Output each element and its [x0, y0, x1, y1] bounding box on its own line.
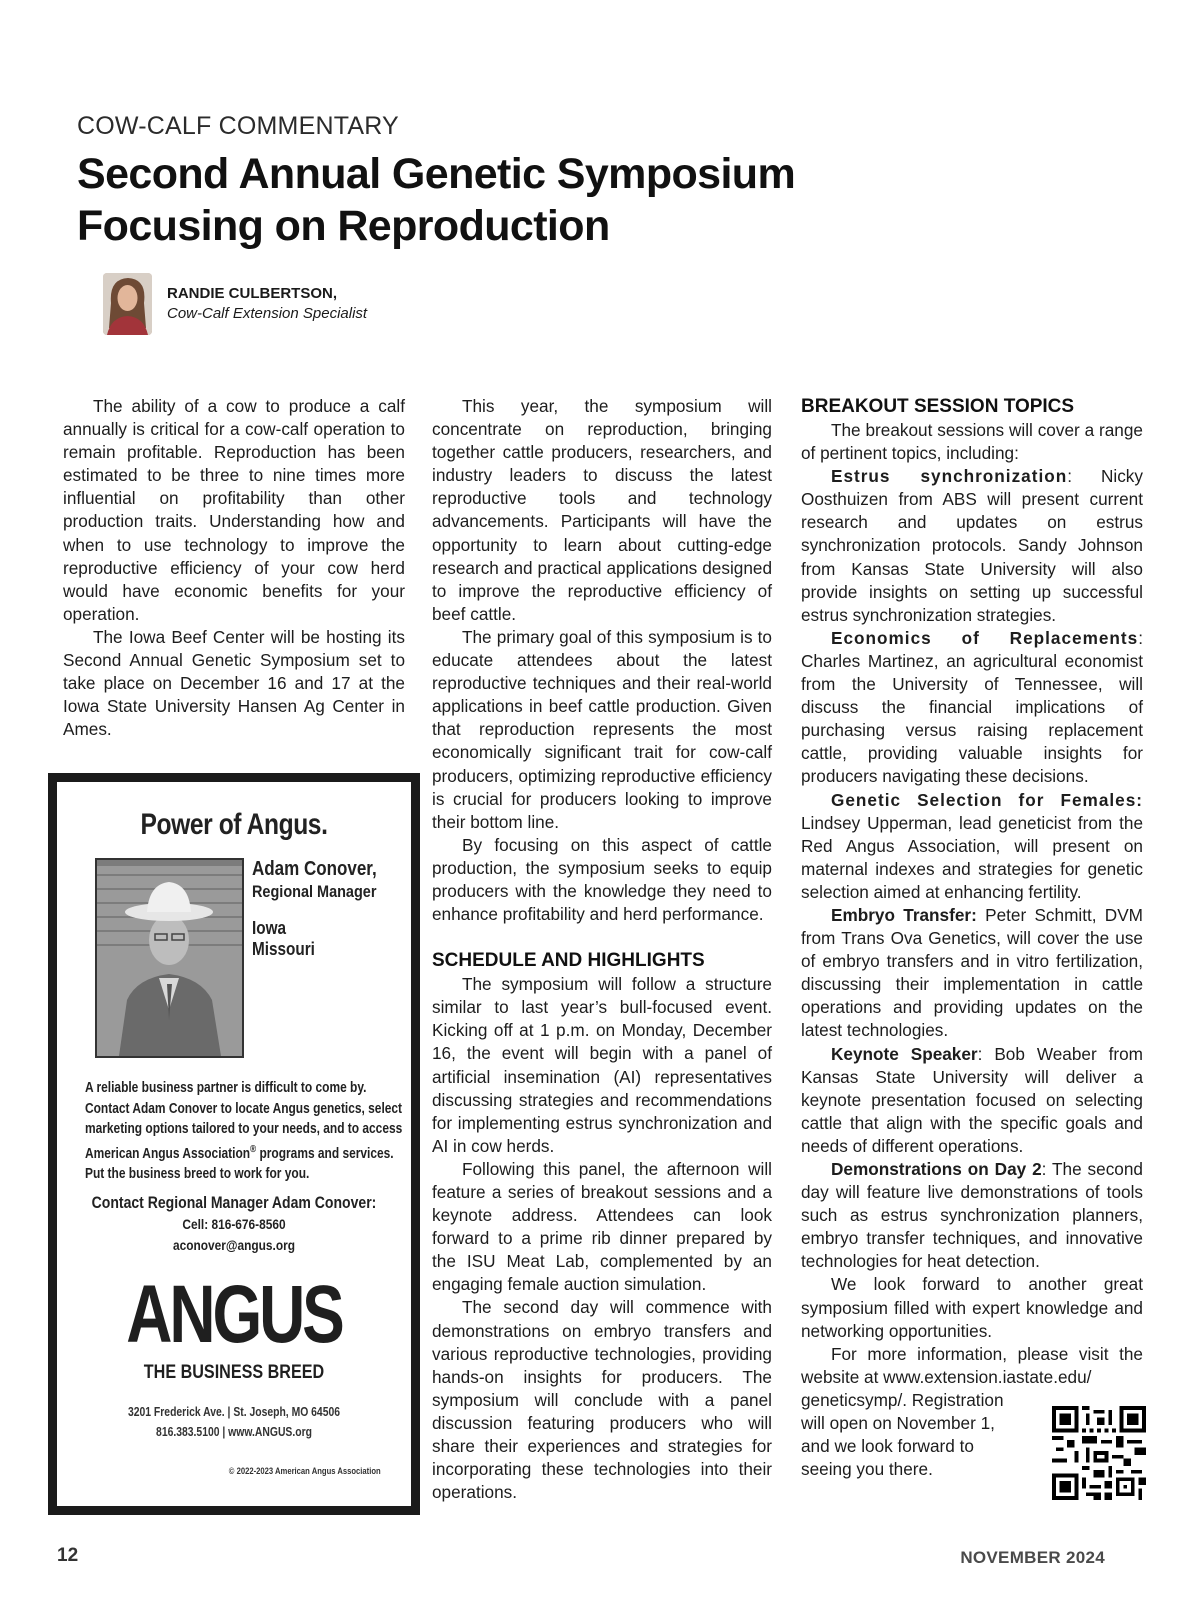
- paragraph: The Iowa Beef Center will be hosting its Second Annual Genetic Symposium set to take place on December 16 and 17 at the Iowa State University Hansen Ag Center in Ames.: [63, 626, 405, 740]
- topic-text: The second day will feature live demonstrations of tools such as estrus synchronization planners, embryo transfer techniques, and innovative technologies for heat detection.: [801, 1159, 1143, 1272]
- qr-code[interactable]: [1052, 1406, 1146, 1500]
- contact-heading: Contact Regional Manager Adam Conover:: [91, 1194, 377, 1212]
- paragraph: The primary goal of this symposium is to educate attendees about the latest reproductive techniques and their real-world applications in beef cattle production. Given that reproduction represents the most economically significant trait for cow-calf producers, optimizing reproductive efficiency is crucial for producers looking to improve their bottom line.: [432, 626, 772, 832]
- paragraph: By focusing on this aspect of cattle production, the symposium seeks to equip producers with the knowledge they need to enhance profitability and herd performance.: [432, 834, 772, 925]
- topic-item: Keynote Speaker: Bob Weaber from Kansas State University will deliver a keynote presentation focused on selecting cattle that align with the specific goals and needs of different operations.: [801, 1043, 1143, 1156]
- title-line-1: Second Annual Genetic Symposium: [77, 150, 796, 198]
- author-name: RANDIE CULBERTSON,: [167, 285, 338, 302]
- topic-title: Genetic Selection for Females:: [831, 789, 1143, 810]
- schedule-heading: SCHEDULE AND HIGHLIGHTS: [432, 950, 705, 972]
- topic-title: Demonstrations on Day 2: [831, 1159, 1042, 1179]
- topic-text: Charles Martinez, an agricultural economist from the University of Tennessee, will discuss the financial implications of purchasing versus raising replacement cattle, providing valuable insights for producers navigating these decisions.: [801, 650, 1143, 787]
- page-number: 12: [57, 1545, 79, 1566]
- column-3: [801, 395, 1143, 1481]
- topic-item: [801, 789, 1143, 904]
- paragraph: The ability of a cow to produce a calf annually is critical for a cow-calf operation to remain profitable. Reproduction has been estimated to be three to nine times more influential on profitability than other production traits. Understanding how and when to use technology to improve the reproductive efficiency of your cow herd would have economic benefits for your operation.: [63, 396, 405, 624]
- ad-copyright: © 2022-2023 American Angus Association: [229, 1466, 381, 1476]
- topic-text: Nicky Oosthuizen from ABS will present current research and updates on estrus synchronization protocols. Sandy Johnson from Kansas State University will also provide insights on setting up successful estrus synchronization strategies.: [801, 466, 1143, 625]
- rep-name: Adam Conover,: [252, 858, 377, 880]
- topic-item: [801, 904, 1143, 1043]
- topic-title: Embryo Transfer:: [831, 904, 977, 925]
- section-label: COW-CALF COMMENTARY: [77, 112, 399, 140]
- article-title: [77, 148, 837, 252]
- topic-text: Bob Weaber from Kansas State University will deliver a keynote presentation focused on selecting cattle that align with the specific goals and needs of different operations.: [801, 1043, 1143, 1156]
- author-avatar: [103, 273, 152, 335]
- ad-title: Power of Angus.: [140, 808, 328, 841]
- ad-blurb: A reliable business partner is difficult to come by. Contact Adam Conover to locate Angus genetics, select marketing options tailored to your needs, and to access American Angus Association® programs and services. Put the business breed to work for you.: [85, 1080, 403, 1182]
- contact-email[interactable]: aconover@angus.org: [172, 1237, 296, 1253]
- topic-item: Demonstrations on Day 2: The second day will feature live demonstrations of tools such as estrus synchronization planners, embryo transfer techniques, and innovative technologies for heat detection.: [801, 1159, 1143, 1272]
- breakout-heading: BREAKOUT SESSION TOPICS: [801, 396, 1075, 417]
- topic-title: Economics of Replacements: [831, 627, 1139, 648]
- paragraph: For more information, please visit the website at www.extension.iastate.edu/: [801, 1343, 1143, 1387]
- region-state: Missouri: [252, 939, 315, 959]
- column-1: [63, 395, 405, 741]
- topic-title: Keynote Speaker: [831, 1043, 978, 1064]
- paragraph: This year, the symposium will concentrate on reproduction, bringing together cattle producers, researchers, and industry leaders to discuss the latest reproductive tools and technology advancements. Participants will have the opportunity to learn about cutting-edge research and practical applications designed to improve the reproductive efficiency of beef cattle.: [432, 396, 772, 624]
- byline: [103, 273, 503, 337]
- ad-tagline: THE BUSINESS BREED: [143, 1362, 325, 1383]
- topic-item: Estrus synchronization: Nicky Oosthuizen from ABS will present current research and updates on estrus synchronization protocols. Sandy Johnson from Kansas State University will also provide insights on setting up successful estrus synchronization strategies.: [801, 466, 1143, 625]
- issue-date: NOVEMBER 2024: [960, 1548, 1105, 1567]
- paragraph: The second day will commence with demonstrations on embryo transfers and various reproductive technologies, providing hands-on insights for producers. The symposium will conclude with a panel discussion featuring producers who will share their experiences and strategies for incorporating these technologies into their operations.: [432, 1297, 772, 1503]
- region-state: Iowa: [252, 918, 287, 938]
- topic-item: Economics of Replacements: Charles Martinez, an agricultural economist from the University of Tennessee, will discuss the financial implications of purchasing versus raising replacement cattle, providing valuable insights for producers navigating these decisions.: [801, 627, 1143, 787]
- title-line-2: Focusing on Reproduction: [77, 202, 610, 250]
- paragraph: Following this panel, the afternoon will feature a series of breakout sessions and a keynote address. Attendees can look forward to a prime rib dinner prepared by the ISU Meat Lab, complemented by an engaging female auction simulation.: [432, 1158, 772, 1295]
- ad-phone-website[interactable]: 816.383.5100 | www.ANGUS.org: [156, 1425, 312, 1439]
- registration-text: geneticsymp/. Registration will open on November 1, and we look forward to seeing you there.: [801, 1389, 1004, 1480]
- rep-photo: [95, 858, 244, 1058]
- author-role: Cow-Calf Extension Specialist: [167, 305, 368, 322]
- topic-text: Lindsey Upperman, lead geneticist from the Red Angus Association, will present on maternal indexes and strategies for genetic selection aimed at enhancing fertility.: [801, 812, 1143, 902]
- angus-advertisement: [48, 773, 420, 1515]
- topic-text: Peter Schmitt, DVM from Trans Ova Genetics, will cover the use of embryo transfers and in vitro fertilization, discussing their implementation in cattle operations and providing updates on the latest technologies.: [801, 904, 1144, 1041]
- angus-logo: ANGUS: [126, 1269, 342, 1360]
- column-2: [432, 395, 772, 1504]
- paragraph: The breakout sessions will cover a range of pertinent topics, including:: [801, 420, 1143, 464]
- paragraph: We look forward to another great symposium filled with expert knowledge and networking opportunities.: [801, 1274, 1143, 1341]
- contact-phone[interactable]: Cell: 816-676-8560: [182, 1216, 286, 1232]
- paragraph: The symposium will follow a structure similar to last year’s bull-focused event. Kicking off at 1 p.m. on Monday, December 16, the event will begin with a panel of artificial insemination (AI) representatives discussing strategies and recommendations for implementing estrus synchronization and AI in cow herds.: [432, 974, 772, 1156]
- rep-title: Regional Manager: [252, 882, 377, 901]
- ad-address: 3201 Frederick Ave. | St. Joseph, MO 64506: [127, 1405, 341, 1419]
- topic-title: Estrus synchronization: [831, 466, 1068, 487]
